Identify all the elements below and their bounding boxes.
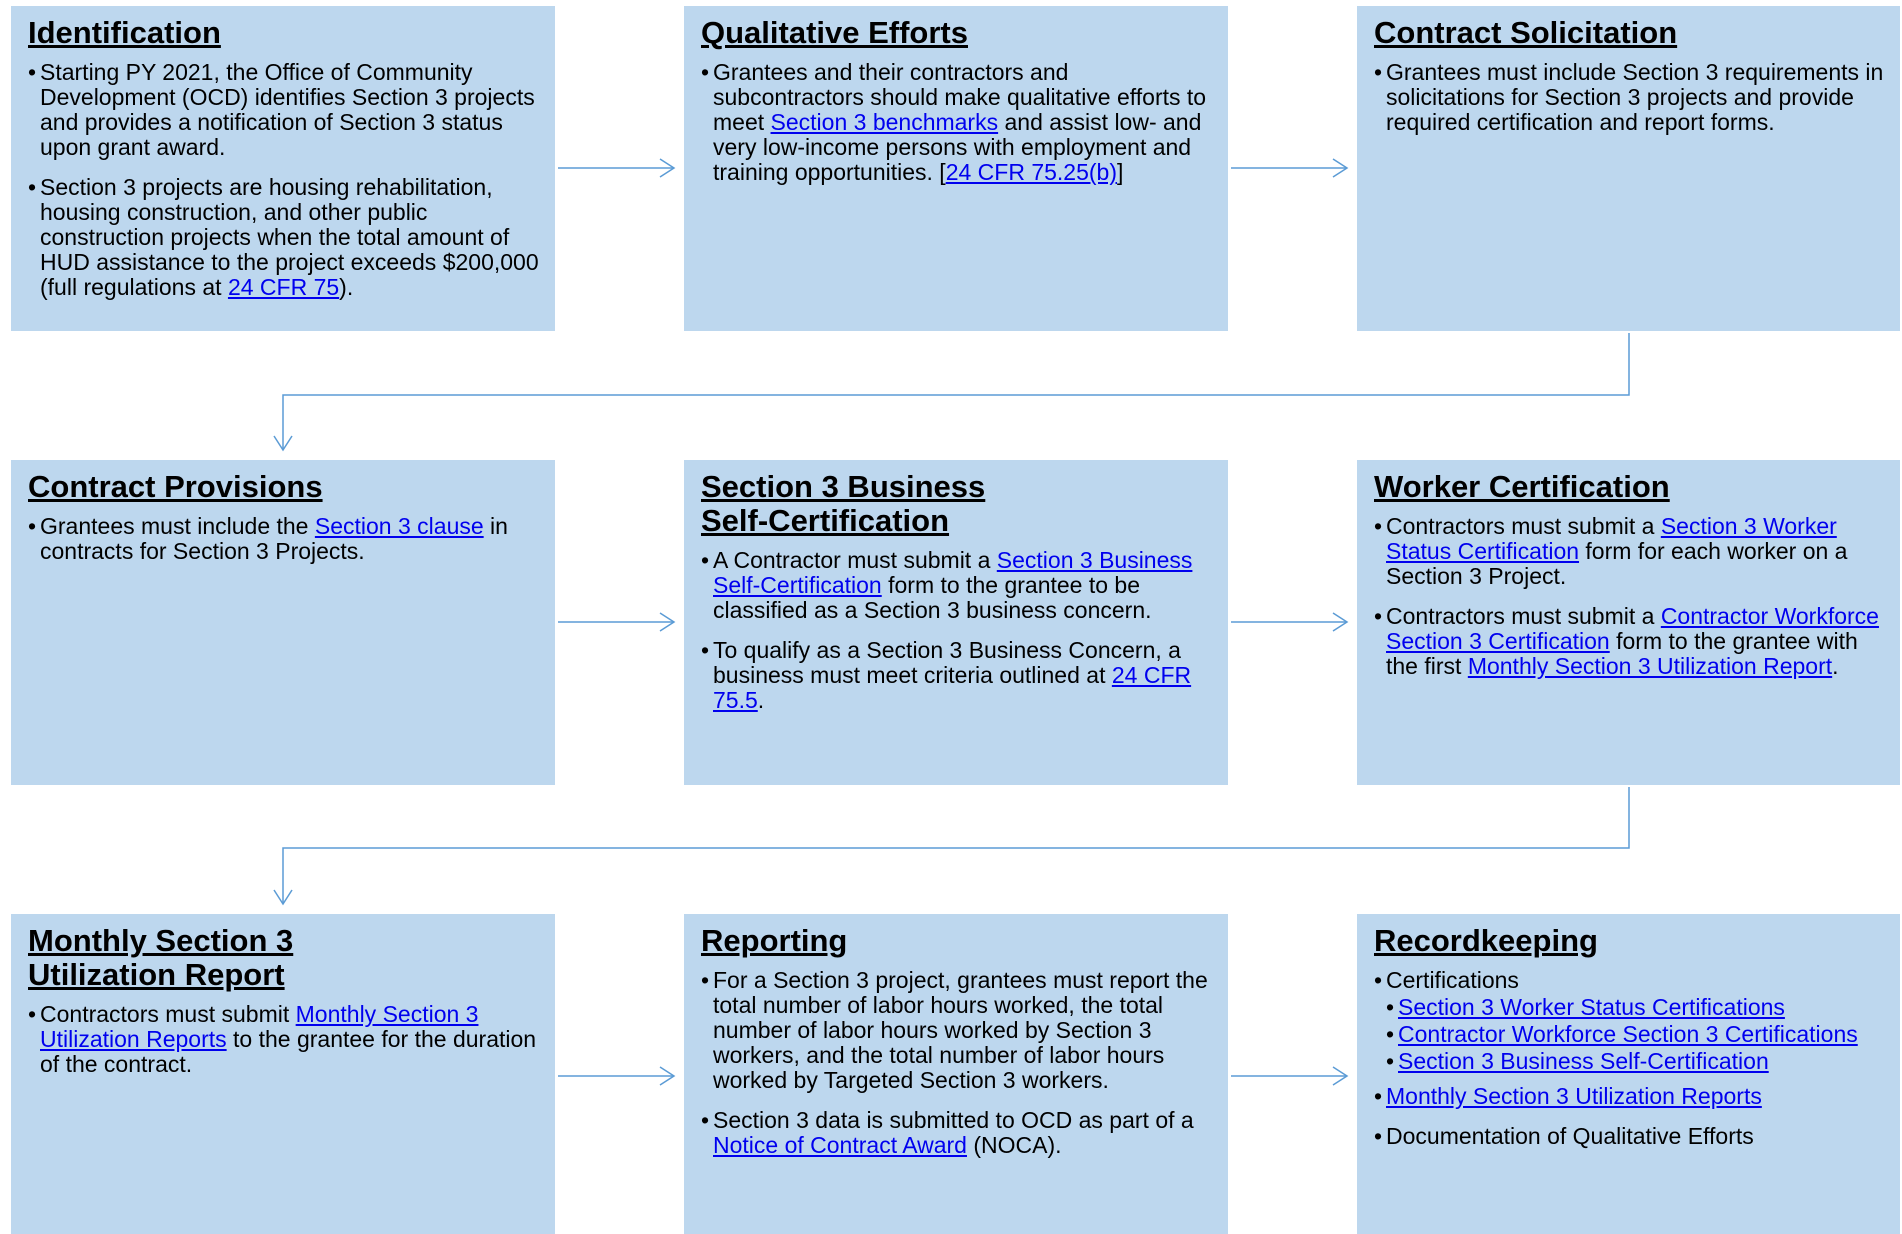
link-24-cfr-75-25b[interactable]: 24 CFR 75.25(b) xyxy=(945,159,1118,185)
monthly-bullet-1: • Contractors must submit Monthly Section 3 Utilization Reports to the grantee for the duration of the contract. xyxy=(28,1002,541,1077)
solicitation-bullet-1: • Grantees must include Section 3 requirements in solicitations for Section 3 projects and provide required certification and report forms. xyxy=(1374,60,1886,135)
link-monthly-utilization-reports[interactable]: Monthly Section 3 Utilization Reports xyxy=(40,1001,479,1052)
recordkeeping-bullet-documentation: • Documentation of Qualitative Efforts xyxy=(1374,1124,1886,1149)
reporting-title: Reporting xyxy=(701,923,848,958)
link-24-cfr-75[interactable]: 24 CFR 75 xyxy=(227,274,340,300)
worker-title: Worker Certification xyxy=(1374,469,1670,504)
link-worker-status-certifications[interactable]: Section 3 Worker Status Certifications xyxy=(1398,994,1785,1020)
link-contractor-workforce-certification[interactable]: Contractor Workforce Section 3 Certification xyxy=(1386,603,1879,654)
worker-bullet-1: • Contractors must submit a Section 3 Worker Status Certification form for each worker on a Section 3 Project. xyxy=(1374,514,1886,589)
recordkeeping-title: Recordkeeping xyxy=(1374,923,1598,958)
link-contractor-workforce-certifications[interactable]: Contractor Workforce Section 3 Certifications xyxy=(1398,1021,1858,1047)
step-reporting xyxy=(684,914,1228,1234)
recordkeeping-sub-1 xyxy=(1386,995,1886,1020)
step-worker-certification xyxy=(1357,460,1900,785)
link-section-3-business-self-certification[interactable]: Section 3 Business Self-Certification xyxy=(713,547,1193,598)
link-24-cfr-75-5[interactable]: 24 CFR 75.5 xyxy=(713,662,1192,713)
worker-bullet-2: • Contractors must submit a Contractor Workforce Section 3 Certification form to the grantee with the first Monthly Section 3 Utilization Report. xyxy=(1374,604,1886,679)
identification-bullet-1: • Starting PY 2021, the Office of Community Development (OCD) identifies Section 3 projects and provides a notification of Section 3 status upon grant award. xyxy=(28,60,541,160)
link-section-3-benchmarks[interactable]: Section 3 benchmarks xyxy=(770,109,999,135)
link-monthly-section-3-utilization-reports[interactable]: Monthly Section 3 Utilization Reports xyxy=(1386,1083,1762,1109)
step-identification xyxy=(11,6,555,331)
business-title: Section 3 Business Self-Certification xyxy=(701,469,986,538)
recordkeeping-sub-2 xyxy=(1386,1022,1886,1047)
link-section-3-worker-status-certification[interactable]: Section 3 Worker Status Certification xyxy=(1386,513,1837,564)
step-contract-solicitation xyxy=(1357,6,1900,331)
provisions-bullet-1: • Grantees must include the Section 3 clause in contracts for Section 3 Projects. xyxy=(28,514,541,564)
qualitative-title: Qualitative Efforts xyxy=(701,15,968,50)
link-business-self-certification[interactable]: Section 3 Business Self-Certification xyxy=(1398,1048,1769,1074)
business-bullet-1: • A Contractor must submit a Section 3 Business Self-Certification form to the grantee to be classified as a Section 3 business concern. xyxy=(701,548,1214,623)
recordkeeping-bullet-certifications: • Certifications • Section 3 Worker Status Certifications • Contractor Workforce Section 3 Certifications • Section 3 Business Self-Certification xyxy=(1374,968,1886,1074)
step-business-self-certification xyxy=(684,460,1228,785)
identification-title: Identification xyxy=(28,15,221,50)
step-qualitative-efforts xyxy=(684,6,1228,331)
reporting-bullet-2: • Section 3 data is submitted to OCD as part of a Notice of Contract Award (NOCA). xyxy=(701,1108,1214,1158)
reporting-bullet-1: • For a Section 3 project, grantees must report the total number of labor hours worked, the total number of labor hours worked by Section 3 workers, and the total number of labor hours worked by Targeted Section 3 workers. xyxy=(701,968,1214,1093)
identification-bullet-2: • Section 3 projects are housing rehabilitation, housing construction, and other public construction projects when the total amount of HUD assistance to the project exceeds $200,000 (full regulations at 24 CFR 75). xyxy=(28,175,541,300)
solicitation-title: Contract Solicitation xyxy=(1374,15,1678,50)
link-section-3-clause[interactable]: Section 3 clause xyxy=(314,513,484,539)
link-monthly-utilization-report[interactable]: Monthly Section 3 Utilization Report xyxy=(1467,653,1833,679)
recordkeeping-bullet-monthly xyxy=(1374,1084,1886,1109)
monthly-title: Monthly Section 3 Utilization Report xyxy=(28,923,294,992)
provisions-title: Contract Provisions xyxy=(28,469,323,504)
recordkeeping-sub-3 xyxy=(1386,1049,1886,1074)
step-recordkeeping xyxy=(1357,914,1900,1234)
business-bullet-2: • To qualify as a Section 3 Business Concern, a business must meet criteria outlined at 24 CFR 75.5. xyxy=(701,638,1214,713)
qualitative-bullet-1: • Grantees and their contractors and subcontractors should make qualitative efforts to meet Section 3 benchmarks and assist low- and very low-income persons with employment and training opportunities. [24 CFR 75.25(b)] xyxy=(701,60,1214,185)
step-contract-provisions xyxy=(11,460,555,785)
step-monthly-utilization-report xyxy=(11,914,555,1234)
link-notice-of-contract-award[interactable]: Notice of Contract Award xyxy=(713,1132,967,1158)
